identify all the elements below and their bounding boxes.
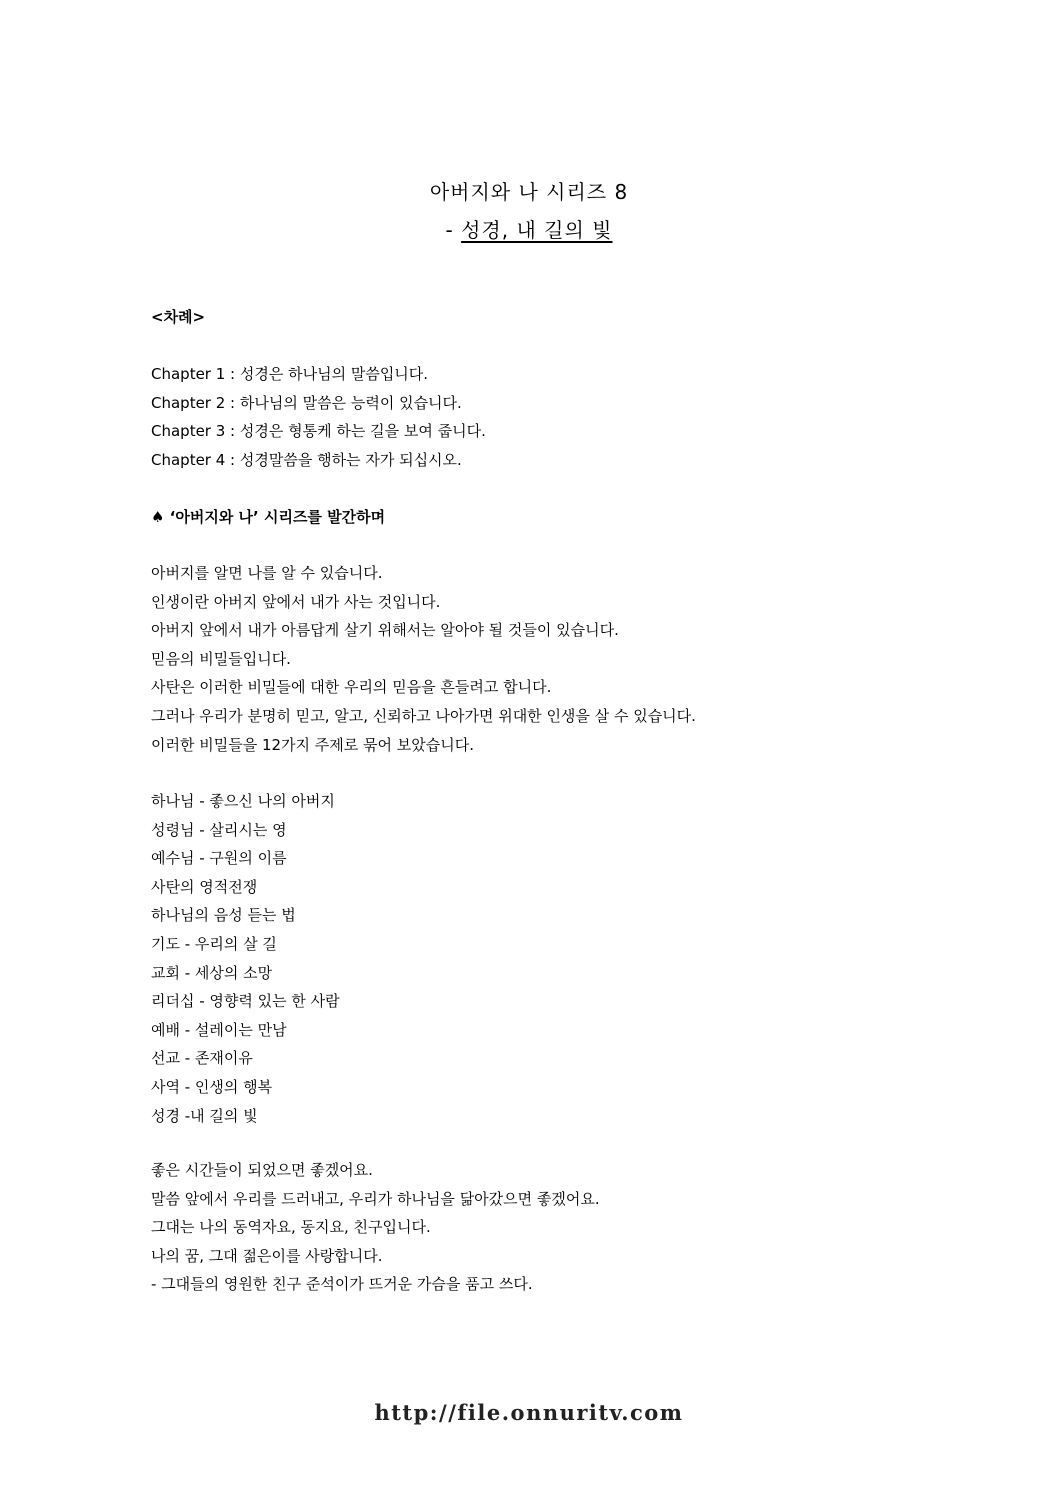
closing-line: 말씀 앞에서 우리를 드러내고, 우리가 하나님을 닮아갔으면 좋겠어요. [151, 1189, 600, 1208]
document-title: 아버지와 나 시리즈 8 [429, 180, 629, 204]
toc-item: Chapter 1 : 성경은 하나님의 말씀입니다. [151, 365, 429, 383]
closing-paragraph [151, 1156, 600, 1299]
intro-line: 사탄은 이러한 비밀들에 대한 우리의 믿음을 흔들려고 합니다. [151, 678, 552, 697]
topic-item: 리더십 - 영향력 있는 한 사람 [151, 992, 340, 1011]
toc-item: Chapter 2 : 하나님의 말씀은 능력이 있습니다. [151, 393, 462, 412]
topic-item: 성경 -내 길의 빛 [151, 1106, 258, 1125]
intro-line: 이러한 비밀들을 12가지 주제로 묶어 보았습니다. [151, 735, 475, 754]
intro-line: 아버지 앞에서 내가 아름답게 살기 위해서는 알아야 될 것들이 있습니다. [151, 621, 619, 640]
intro-line: 아버지를 알면 나를 알 수 있습니다. [151, 564, 383, 582]
closing-line: - 그대들의 영원한 친구 준석이가 뜨거운 가슴을 품고 쓰다. [151, 1275, 533, 1294]
closing-line: 그대는 나의 동역자요, 동지요, 친구입니다. [151, 1218, 431, 1237]
toc-item: Chapter 3 : 성경은 형통케 하는 길을 보여 줍니다. [151, 422, 486, 441]
intro-paragraph [151, 559, 696, 759]
toc-item: Chapter 4 : 성경말씀을 행하는 자가 되십시오. [151, 450, 462, 469]
topic-item: 기도 - 우리의 살 길 [151, 934, 277, 953]
series-heading: ♠ ‘아버지와 나’ 시리즈를 발간하며 [151, 508, 386, 526]
topic-item: 예배 - 설레이는 만남 [151, 1020, 287, 1039]
intro-line: 그러나 우리가 분명히 믿고, 알고, 신뢰하고 나아가면 위대한 인생을 살 수 있습니다. [151, 706, 696, 725]
closing-line: 나의 꿈, 그대 젊은이를 사랑합니다. [151, 1246, 383, 1265]
subtitle-dash: - [445, 218, 462, 242]
topic-item: 하나님의 음성 듣는 법 [151, 906, 296, 925]
intro-line: 믿음의 비밀들입니다. [151, 649, 291, 668]
topic-item: 성령님 - 살리시는 영 [151, 820, 287, 839]
topic-item: 예수님 - 구원의 이름 [151, 849, 287, 868]
topic-item: 사역 - 인생의 행복 [151, 1077, 273, 1096]
intro-line: 인생이란 아버지 앞에서 내가 사는 것입니다. [151, 592, 441, 611]
series-topic-list [151, 787, 340, 1130]
topic-item: 사탄의 영적전쟁 [151, 877, 258, 896]
toc-list [151, 360, 486, 474]
footer-url: http://file.onnuritv.com [374, 1400, 684, 1425]
toc-heading: <차례> [151, 308, 206, 326]
topic-item: 선교 - 존재이유 [151, 1049, 253, 1068]
closing-line: 좋은 시간들이 되었으면 좋겠어요. [151, 1161, 373, 1179]
document-subtitle [0, 214, 1058, 243]
topic-item: 하나님 - 좋으신 나의 아버지 [151, 792, 335, 810]
subtitle-text: 성경, 내 길의 빛 [461, 218, 613, 242]
topic-item: 교회 - 세상의 소망 [151, 963, 273, 982]
